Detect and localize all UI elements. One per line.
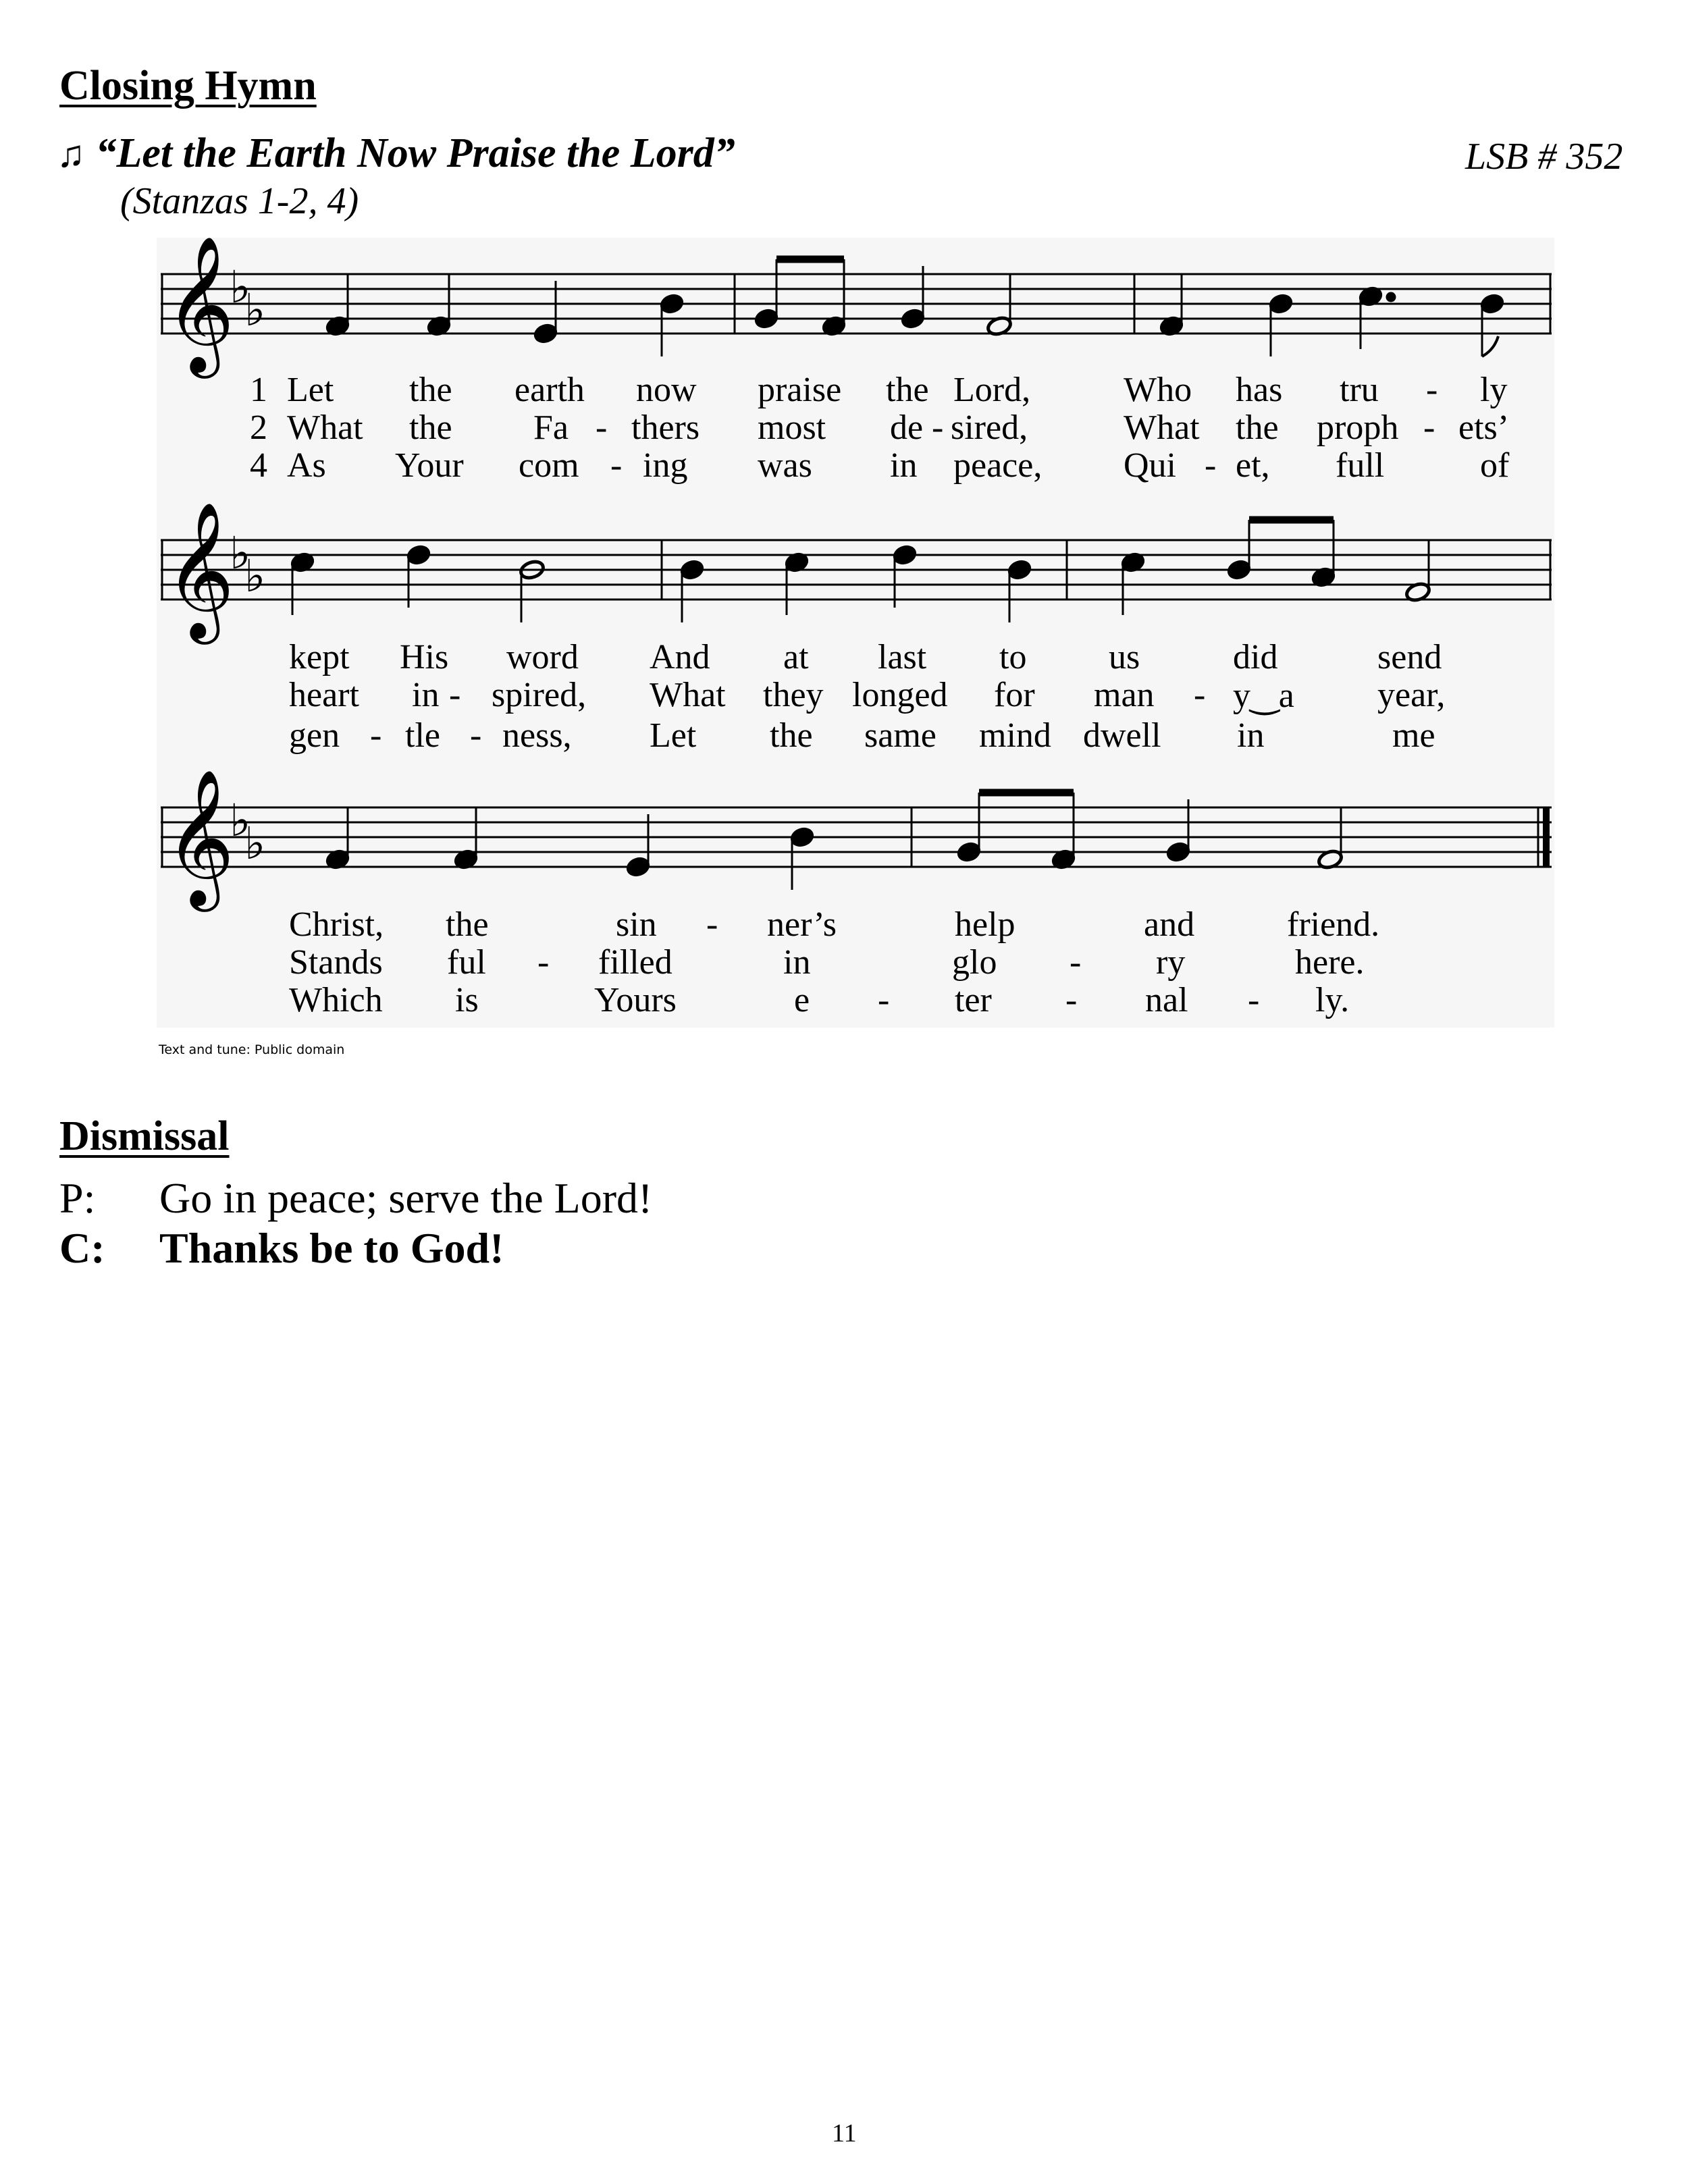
staff-system-1	[161, 236, 1552, 379]
lyric-syllable: ner’s	[767, 905, 837, 944]
lyric-syllable: dwell	[1083, 716, 1161, 755]
lyric-syllable: praise	[758, 371, 842, 409]
lyric-syllable: Stands	[289, 943, 383, 982]
lyric-hyphen: -	[370, 716, 382, 755]
lyric-syllable: de	[890, 408, 924, 447]
lyric-hyphen: -	[470, 716, 482, 755]
lyric-syllable: ets’	[1458, 408, 1510, 447]
lyric-syllable: Christ,	[289, 905, 384, 944]
flat-icon: ♭	[230, 527, 251, 579]
lyric-syllable: did	[1233, 638, 1278, 676]
lyric-syllable: year,	[1377, 676, 1446, 714]
lyric-syllable: in	[783, 943, 811, 982]
music-note-icon: ♫	[57, 134, 85, 176]
section-heading-closing-hymn: Closing Hymn	[59, 63, 317, 109]
lyric-syllable: send	[1377, 638, 1442, 676]
stanza-number: 1	[250, 371, 267, 409]
lyric-syllable: ly	[1480, 371, 1508, 409]
page-number: 11	[832, 2119, 857, 2148]
lyric-syllable: spired,	[492, 676, 587, 714]
lyric-syllable: and	[1144, 905, 1195, 944]
lyric-syllable: ful	[447, 943, 486, 982]
lyric-syllable: man	[1094, 676, 1155, 714]
lyric-syllable: for	[994, 676, 1035, 714]
lyric-syllable: Qui	[1124, 446, 1176, 485]
lyric-syllable: to	[999, 638, 1027, 676]
lyric-syllable: last	[878, 638, 927, 676]
lyric-syllable: in	[1237, 716, 1265, 755]
pastor-text: Go in peace; serve the Lord!	[159, 1174, 653, 1222]
lyric-syllable: thers	[631, 408, 700, 447]
lyric-hyphen: -	[1426, 371, 1438, 409]
congregation-text: Thanks be to God!	[159, 1224, 504, 1272]
lyric-syllable: Which	[289, 981, 383, 1019]
lyric-syllable: Your	[395, 446, 464, 485]
lyric-syllable: filled	[598, 943, 672, 982]
lyric-hyphen: -	[537, 943, 550, 982]
staff-system-3	[161, 769, 1552, 912]
staff-system-2	[161, 502, 1552, 645]
lyric-syllable: me	[1392, 716, 1435, 755]
lyric-syllable: ness,	[502, 716, 572, 755]
lyric-syllable: now	[636, 371, 697, 409]
lyric-syllable: Let	[650, 716, 697, 755]
lyric-syllable: the	[446, 905, 489, 944]
lyric-hyphen: -	[878, 981, 890, 1019]
lyric-syllable: com	[519, 446, 579, 485]
lyric-syllable: And	[650, 638, 710, 676]
lyric-hyphen: -	[1205, 446, 1217, 485]
lyric-syllable: proph	[1317, 408, 1399, 447]
lyric-syllable: earth	[515, 371, 585, 409]
lyric-syllable: full	[1336, 446, 1385, 485]
flat-icon: ♭	[244, 818, 266, 870]
lyric-syllable: kept	[289, 638, 350, 676]
hymn-title: “Let the Earth Now Praise the Lord”	[95, 130, 735, 176]
lyric-syllable: sired,	[951, 408, 1028, 447]
lyric-syllable: of	[1480, 446, 1510, 485]
lyric-syllable: in	[412, 676, 440, 714]
lyric-syllable: gen	[289, 716, 340, 755]
lyric-syllable: the	[1236, 408, 1279, 447]
lyric-syllable: word	[506, 638, 579, 676]
lyric-syllable: ly.	[1315, 981, 1350, 1019]
lyric-hyphen: -	[610, 446, 623, 485]
lyric-syllable: nal	[1145, 981, 1188, 1019]
lyric-syllable: Yours	[594, 981, 677, 1019]
lyric-hyphen: -	[1070, 943, 1082, 982]
lyric-syllable: ing	[643, 446, 688, 485]
lyric-hyphen: -	[1248, 981, 1260, 1019]
lyric-syllable: same	[864, 716, 937, 755]
copyright-credit: Text and tune: Public domain	[159, 1042, 345, 1057]
lyric-syllable: was	[758, 446, 812, 485]
flat-icon: ♭	[230, 261, 251, 313]
lyric-hyphen: -	[1423, 408, 1435, 447]
section-heading-dismissal: Dismissal	[59, 1113, 230, 1159]
lyric-syllable: ry	[1156, 943, 1186, 982]
lyric-hyphen: -	[1065, 981, 1078, 1019]
lyric-hyphen: -	[449, 676, 461, 714]
lyric-syllable: y‿a	[1233, 676, 1294, 715]
lyric-syllable: His	[400, 638, 449, 676]
lyric-syllable: What	[650, 676, 726, 714]
lyric-syllable: Let	[287, 371, 334, 409]
flat-icon: ♭	[244, 550, 266, 602]
lyric-syllable: most	[758, 408, 826, 447]
lyric-hyphen: -	[596, 408, 608, 447]
lyric-syllable: Lord,	[953, 371, 1031, 409]
lyric-syllable: friend.	[1287, 905, 1380, 944]
stanza-note: (Stanzas 1-2, 4)	[120, 180, 359, 222]
lyric-syllable: is	[455, 981, 479, 1019]
lyric-syllable: Who	[1124, 371, 1192, 409]
lyric-syllable: mind	[979, 716, 1051, 755]
lyric-syllable: they	[763, 676, 824, 714]
lyric-syllable: Fa	[533, 408, 569, 447]
congregation-label: C:	[59, 1224, 105, 1272]
lyric-syllable: e	[794, 981, 810, 1019]
flat-icon: ♭	[244, 284, 266, 336]
lyric-syllable: tle	[405, 716, 440, 755]
lyric-syllable: tru	[1340, 371, 1379, 409]
lyric-syllable: has	[1236, 371, 1283, 409]
treble-clef-icon: 𝄞	[165, 236, 235, 373]
lyric-syllable: What	[287, 408, 363, 447]
lyric-syllable: glo	[952, 943, 997, 982]
lyric-hyphen: -	[1194, 676, 1206, 714]
lyric-syllable: at	[783, 638, 809, 676]
lyric-syllable: heart	[289, 676, 359, 714]
lyric-syllable: What	[1124, 408, 1200, 447]
lyric-hyphen: -	[932, 408, 944, 447]
stanza-number: 4	[250, 446, 267, 485]
lyric-syllable: the	[770, 716, 813, 755]
hymnal-reference: LSB # 352	[1465, 136, 1623, 178]
lyric-syllable: ter	[955, 981, 992, 1019]
lyric-syllable: us	[1109, 638, 1140, 676]
flat-icon: ♭	[230, 795, 251, 847]
lyric-syllable: here.	[1295, 943, 1365, 982]
lyric-syllable: peace,	[953, 446, 1043, 485]
treble-clef-icon: 𝄞	[165, 769, 235, 906]
lyric-syllable: sin	[616, 905, 657, 944]
lyric-syllable: longed	[852, 676, 948, 714]
pastor-label: P:	[59, 1174, 96, 1222]
lyric-syllable: As	[287, 446, 326, 485]
treble-clef-icon: 𝄞	[165, 502, 235, 639]
lyric-syllable: et,	[1236, 446, 1270, 485]
lyric-hyphen: -	[706, 905, 718, 944]
lyric-syllable: the	[409, 371, 452, 409]
lyric-syllable: help	[955, 905, 1016, 944]
lyric-syllable: the	[409, 408, 452, 447]
lyric-syllable: in	[890, 446, 918, 485]
lyric-syllable: the	[886, 371, 929, 409]
stanza-number: 2	[250, 408, 267, 447]
